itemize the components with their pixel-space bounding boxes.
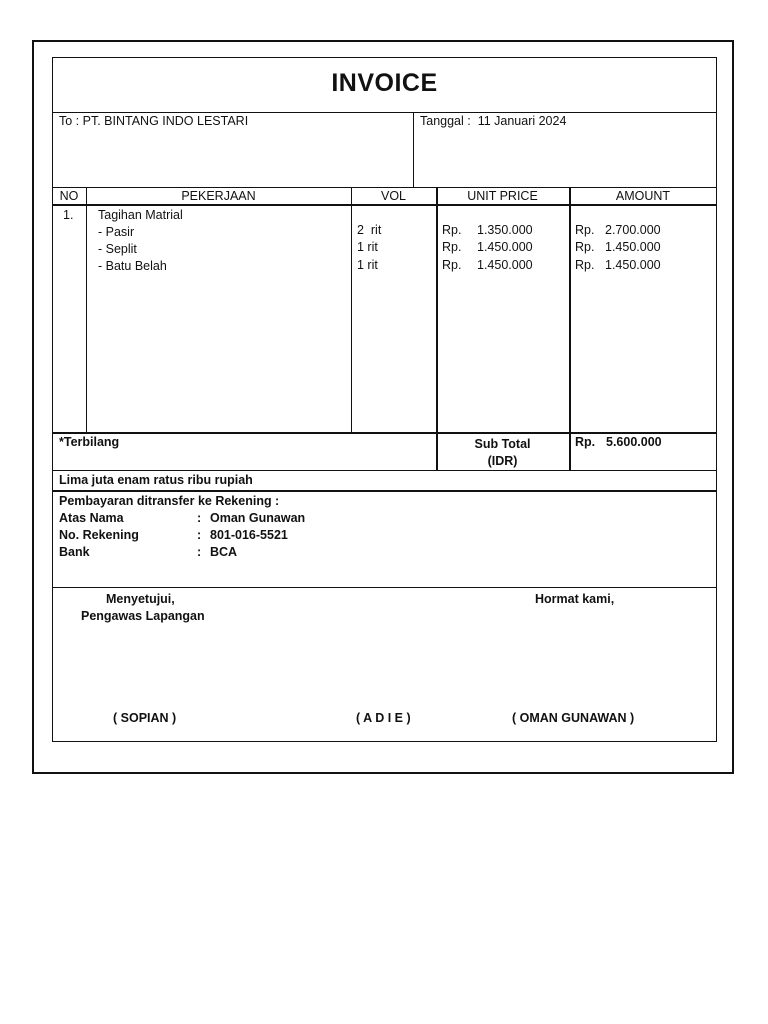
col-header-vol: VOL [380,189,406,203]
rule-below-payment [52,587,717,588]
to-label: To : [59,114,80,128]
invoice-frame [52,57,717,742]
line-amount-currency: Rp. [575,240,595,254]
line-amount-currency: Rp. [575,258,595,272]
line-amount: 1.450.000 [605,258,661,272]
payment-label-bank: Bank [59,545,90,559]
to-value: PT. BINTANG INDO LESTARI [82,114,249,128]
line-unit-currency: Rp. [442,258,462,272]
approver-title: Pengawas Lapangan [81,609,205,623]
subtotal-label: Sub Total [474,437,531,451]
item-title: Tagihan Matrial [98,208,183,222]
payment-separator: : [197,528,202,542]
rule-below-subtotal [52,470,717,471]
payment-separator: : [197,545,202,559]
signatory-name: ( A D I E ) [356,711,411,725]
signatory-name: ( OMAN GUNAWAN ) [512,711,635,725]
date-value: 11 Januari 2024 [477,114,567,128]
subtotal-currency: Rp. [575,435,596,449]
col-header-no: NO [59,189,79,203]
line-desc: - Batu Belah [98,259,167,273]
line-amount: 2.700.000 [605,223,661,237]
line-vol: 2 rit [357,223,382,237]
col-divider-pekerjaan [351,187,352,433]
approval-label: Menyetujui, [106,592,175,606]
payment-heading: Pembayaran ditransfer ke Rekening : [59,494,280,508]
date-field [420,113,566,130]
date-label: Tanggal : [420,114,471,128]
line-unit-currency: Rp. [442,223,462,237]
line-vol: 1 rit [357,258,378,272]
col-header-unit-price: UNIT PRICE [467,189,538,203]
line-unit-price: 1.350.000 [477,223,533,237]
signatory-name: ( SOPIAN ) [113,711,177,725]
payment-separator: : [197,511,202,525]
invoice-title: INVOICE [331,69,438,97]
payment-value-bank: BCA [210,545,238,559]
col-divider-no [86,187,87,433]
line-amount: 1.450.000 [605,240,661,254]
payment-value-account-number: 801-016-5521 [210,528,288,542]
subtotal-value: 5.600.000 [606,435,662,449]
col-divider-unit [569,187,571,471]
line-amount-currency: Rp. [575,223,595,237]
payment-label-account-name: Atas Nama [59,511,124,525]
line-unit-price: 1.450.000 [477,240,533,254]
col-header-amount: AMOUNT [615,189,671,203]
payment-value-account-name: Oman Gunawan [210,511,306,525]
rule-below-terbilang [52,490,717,492]
col-header-pekerjaan: PEKERJAAN [181,189,256,203]
line-desc: - Pasir [98,225,135,239]
terbilang-text: Lima juta enam ratus ribu rupiah [59,473,253,487]
payment-label-account-number: No. Rekening [59,528,139,542]
to-field [59,113,248,130]
line-vol: 1 rit [357,240,378,254]
col-divider-vol [436,187,438,471]
terbilang-label: *Terbilang [59,435,120,449]
item-no: 1. [63,208,74,222]
line-unit-price: 1.450.000 [477,258,533,272]
line-unit-currency: Rp. [442,240,462,254]
regards-label: Hormat kami, [535,592,615,606]
line-desc: - Seplit [98,242,137,256]
divider-to-date [413,112,414,188]
subtotal-currency-label: (IDR) [487,454,518,468]
